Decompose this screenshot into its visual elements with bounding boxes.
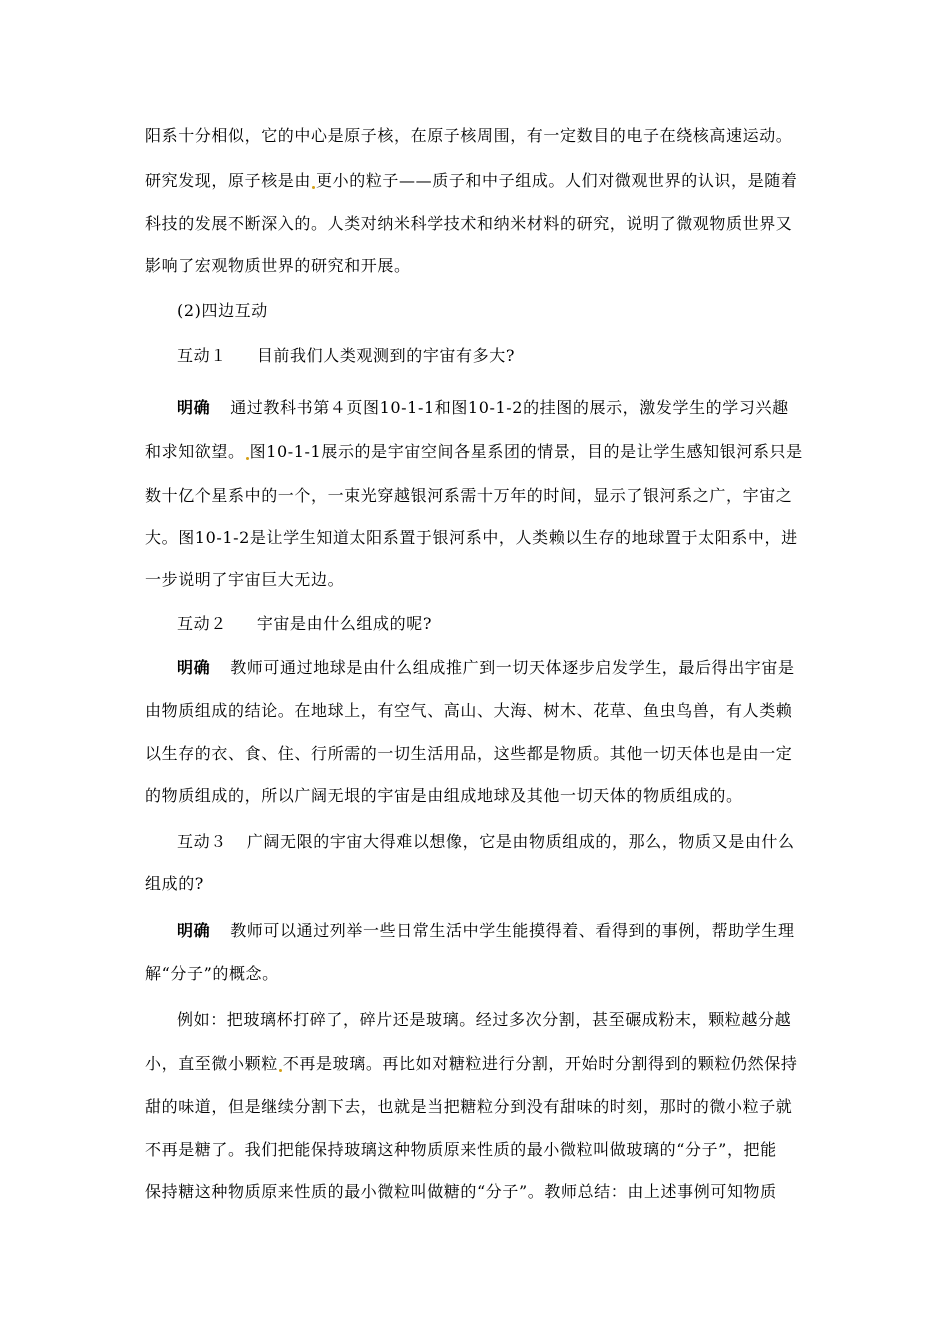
question-text: 广阔无限的宇宙大得难以想像，它是由物质组成的，那么，物质又是由什么 [246, 832, 795, 851]
text-line: 例如：把玻璃杯打碎了，碎片还是玻璃。经过多次分割，甚至碾成粉末，颗粒越分越 [177, 1010, 792, 1029]
text-line: 解“分子”的概念。 [145, 964, 279, 983]
text-line: 不再是糖了。我们把能保持玻璃这种物质原来性质的最小微粒叫做玻璃的“分子”，把能 [145, 1140, 777, 1159]
text-line: 数十亿个星系中的一个，一束光穿越银河系需十万年的时间，显示了银河系之广，宇宙之 [145, 486, 793, 505]
text-line: 一步说明了宇宙巨大无边。 [145, 570, 345, 589]
text-line: 和求知欲望。 图10-1-1展示的是宇宙空间各星系团的情景，目的是让学生感知银河系只是 [145, 442, 803, 461]
text-line: 阳系十分相似，它的中心是原子核，在原子核周围，有一定数目的电子在绕核高速运动。 [145, 126, 793, 145]
text-line: 甜的味道，但是继续分割下去，也就是当把糖粒分到没有甜味的时刻，那时的微小粒子就 [145, 1097, 793, 1116]
answer-line: 明确 通过教科书第４页图10-1-1和图10-1-2的挂图的展示，激发学生的学习兴趣 [177, 398, 789, 417]
question-text: 目前我们人类观测到的宇宙有多大? [256, 346, 515, 365]
question-text: 宇宙是由什么组成的呢? [256, 614, 432, 633]
text-line: 由物质组成的结论。在地球上，有空气、高山、大海、树木、花草、鱼虫鸟兽，有人类赖 [145, 701, 793, 720]
question-line [177, 345, 515, 367]
text-line: 小，直至微小颗粒 不再是玻璃。再比如对糖粒进行分割，开始时分割得到的颗粒仍然保持 [145, 1054, 798, 1073]
answer-label: 明确 [177, 398, 211, 417]
text-line: 组成的? [145, 874, 204, 893]
answer-line: 明确 教师可以通过列举一些日常生活中学生能摸得着、看得到的事例，帮助学生理 [177, 921, 795, 940]
section-heading: (2)四边互动 [177, 301, 268, 320]
text-line: 科技的发展不断深入的。人类对纳米科学技术和纳米材料的研究，说明了微观物质世界又 [145, 214, 793, 233]
text-line: 影响了宏观物质世界的研究和开展。 [145, 256, 411, 275]
question-label: 互动２ [177, 614, 227, 633]
question-label: 互动１ [177, 346, 227, 365]
text-line: 以生存的衣、食、住、行所需的一切生活用品，这些都是物质。其他一切天体也是由一定 [145, 744, 793, 763]
text-line: 大。图10-1-2是让学生知道太阳系置于银河系中，人类赖以生存的地球置于太阳系中，进 [145, 528, 798, 547]
question-line [177, 613, 432, 635]
annotation-mark [246, 457, 249, 460]
answer-label: 明确 [177, 921, 211, 940]
annotation-mark [279, 1069, 282, 1072]
question-label: 互动３ [177, 832, 227, 851]
answer-label: 明确 [177, 658, 211, 677]
answer-line: 明确 教师可通过地球是由什么组成推广到一切天体逐步启发学生，最后得出宇宙是 [177, 658, 795, 677]
text-line: 的物质组成的，所以广阔无垠的宇宙是由组成地球及其他一切天体的物质组成的。 [145, 786, 743, 805]
text-line: 研究发现，原子核是由 更小的粒子——质子和中子组成。人们对微观世界的认识，是随着 [145, 171, 798, 190]
question-line [177, 831, 795, 853]
annotation-mark [312, 186, 315, 189]
text-line: 保持糖这种物质原来性质的最小微粒叫做糖的“分子”。教师总结：由上述事例可知物质 [145, 1182, 777, 1201]
